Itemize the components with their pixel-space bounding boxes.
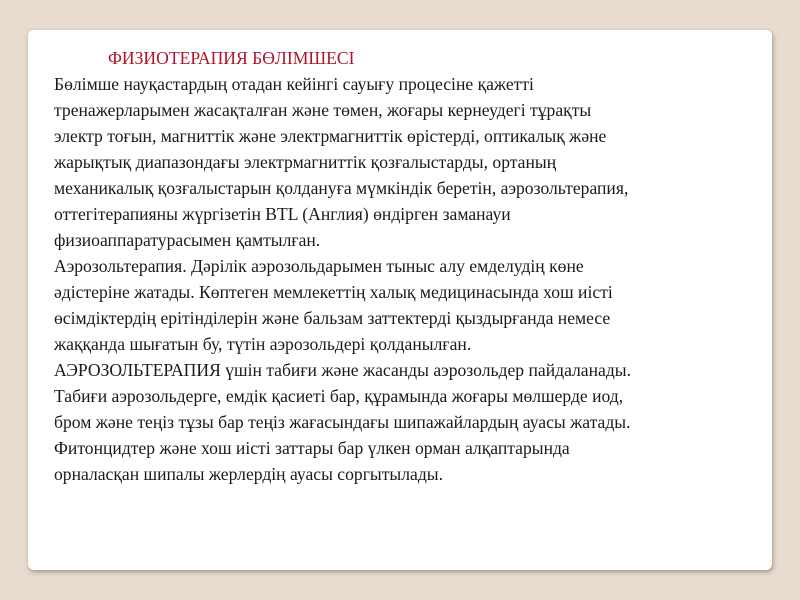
slide-content — [54, 45, 794, 487]
paragraph-aerosol-therapy-history: Аэрозольтерапия. Дәрілік аэрозольдарымен тыныс алу емделудің көне әдістеріне жатады. Көптеген мемлекеттің халық медицинасында хош иісті өсімдіктердің ерітінділерін және бальзам заттектерді қыздырғанда немесе жаққанда шығатын бу, түтін аэрозольдері қолданылған. — [54, 256, 613, 354]
slide-heading: ФИЗИОТЕРАПИЯ БӨЛІМШЕСІ — [108, 48, 355, 68]
paragraph-department-description: Бөлімше науқастардың отадан кейінгі сауығу процесіне қажетті тренажерларымен жасақталған және төмен, жоғары кернеудегі тұрақты электр тоғын, магниттік және электрмагниттік өрістерді, оптикалық және жарықтық диапазондағы электрмагниттік қозғалыстарды, ортаның механикалық қозғалыстарын қолдануға мүмкіндік беретін, аэрозольтерапия, оттегітерапияны жүргізетін BTL (Англия) өндірген заманауи физиоаппаратурасымен қамтылған. — [54, 74, 629, 250]
paragraph-aerosol-types: АЭРОЗОЛЬТЕРАПИЯ үшін табиғи және жасанды аэрозольдер пайдаланады. Табиғи аэрозольдерге, емдік қасиеті бар, құрамында жоғары мөлшерде иод, бром және теңіз тұзы бар теңіз жағасындағы шипажайлардың ауасы жатады. Фитонцидтер және хош иісті заттары бар үлкен орман алқаптарында орналасқан шипалы жерлердің ауасы соргытылады. — [54, 360, 632, 484]
